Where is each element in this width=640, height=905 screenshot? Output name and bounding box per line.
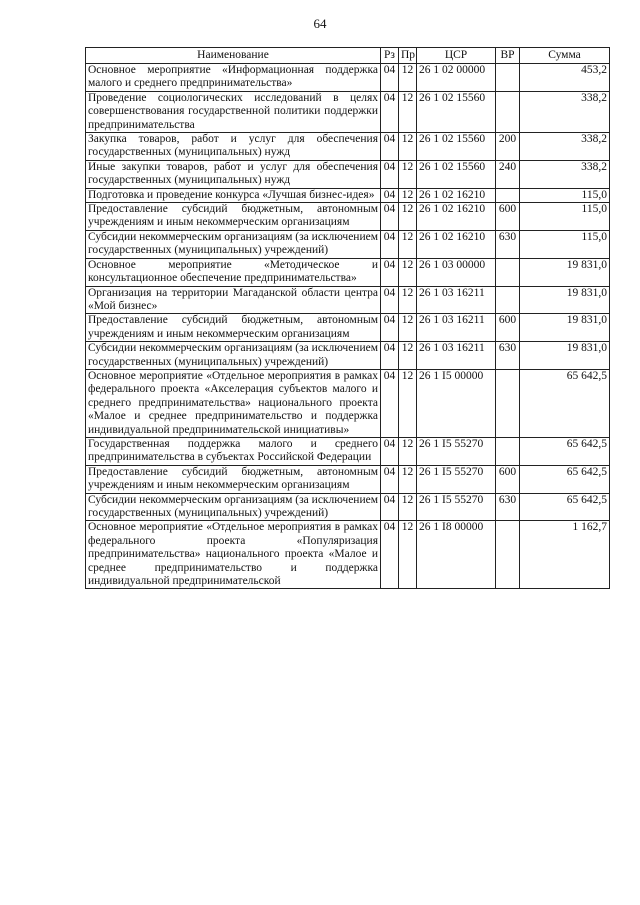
cell-name: Субсидии некоммерческим организациям (за исключением государственных (муниципальных) учреждений)	[86, 493, 381, 521]
cell-csr: 26 1 02 15560	[417, 133, 496, 161]
cell-csr: 26 1 I5 55270	[417, 493, 496, 521]
cell-pr: 12	[399, 91, 417, 132]
cell-rz: 04	[381, 188, 399, 202]
cell-pr: 12	[399, 342, 417, 370]
cell-pr: 12	[399, 230, 417, 258]
cell-csr: 26 1 03 16211	[417, 314, 496, 342]
cell-rz: 04	[381, 64, 399, 92]
cell-sum: 19 831,0	[520, 342, 610, 370]
cell-pr: 12	[399, 521, 417, 589]
cell-vr	[496, 286, 520, 314]
table-row	[86, 230, 610, 258]
cell-vr: 630	[496, 342, 520, 370]
cell-sum: 338,2	[520, 91, 610, 132]
cell-sum: 338,2	[520, 133, 610, 161]
cell-csr: 26 1 02 00000	[417, 64, 496, 92]
cell-sum: 115,0	[520, 230, 610, 258]
table-row	[86, 465, 610, 493]
cell-vr	[496, 188, 520, 202]
cell-name: Государственная поддержка малого и среднего предпринимательства в субъектах Российской Федерации	[86, 437, 381, 465]
cell-pr: 12	[399, 437, 417, 465]
cell-rz: 04	[381, 465, 399, 493]
cell-pr: 12	[399, 314, 417, 342]
cell-name: Проведение социологических исследований в целях совершенствования государственной политики поддержки предпринимательства	[86, 91, 381, 132]
cell-name: Предоставление субсидий бюджетным, автономным учреждениям и иным некоммерческим организациям	[86, 465, 381, 493]
cell-pr: 12	[399, 64, 417, 92]
cell-vr	[496, 437, 520, 465]
cell-name: Предоставление субсидий бюджетным, автономным учреждениям и иным некоммерческим организациям	[86, 203, 381, 231]
cell-csr: 26 1 03 16211	[417, 286, 496, 314]
cell-vr	[496, 258, 520, 286]
cell-rz: 04	[381, 230, 399, 258]
table-row	[86, 286, 610, 314]
cell-vr: 600	[496, 203, 520, 231]
cell-sum: 19 831,0	[520, 286, 610, 314]
cell-pr: 12	[399, 203, 417, 231]
cell-csr: 26 1 I5 55270	[417, 465, 496, 493]
cell-rz: 04	[381, 493, 399, 521]
header-pr: Пр	[399, 48, 417, 64]
table-row	[86, 160, 610, 188]
cell-rz: 04	[381, 286, 399, 314]
table-row	[86, 64, 610, 92]
cell-pr: 12	[399, 369, 417, 437]
table-row	[86, 258, 610, 286]
header-sum: Сумма	[520, 48, 610, 64]
table-row	[86, 493, 610, 521]
cell-name: Закупка товаров, работ и услуг для обеспечения государственных (муниципальных) нужд	[86, 133, 381, 161]
cell-vr: 240	[496, 160, 520, 188]
header-csr: ЦСР	[417, 48, 496, 64]
cell-csr: 26 1 02 16210	[417, 203, 496, 231]
cell-name: Основное мероприятие «Отдельное мероприятия в рамках федерального проекта «Акселерация субъектов малого и среднего предпринимательства» национального проекта «Малое и среднее предпринимательство и поддержка индивидуальной предпринимательской инициативы»	[86, 369, 381, 437]
table-row	[86, 133, 610, 161]
cell-vr: 600	[496, 465, 520, 493]
table-row	[86, 521, 610, 589]
cell-name: Субсидии некоммерческим организациям (за исключением государственных (муниципальных) учреждений)	[86, 342, 381, 370]
cell-pr: 12	[399, 465, 417, 493]
cell-pr: 12	[399, 258, 417, 286]
header-rz: Рз	[381, 48, 399, 64]
cell-rz: 04	[381, 342, 399, 370]
cell-csr: 26 1 I5 00000	[417, 369, 496, 437]
cell-csr: 26 1 I5 55270	[417, 437, 496, 465]
cell-rz: 04	[381, 91, 399, 132]
cell-name: Субсидии некоммерческим организациям (за исключением государственных (муниципальных) учреждений)	[86, 230, 381, 258]
cell-vr	[496, 91, 520, 132]
cell-vr	[496, 521, 520, 589]
cell-sum: 115,0	[520, 203, 610, 231]
table-row	[86, 188, 610, 202]
cell-csr: 26 1 03 00000	[417, 258, 496, 286]
table-row	[86, 314, 610, 342]
cell-name: Предоставление субсидий бюджетным, автономным учреждениям и иным некоммерческим организациям	[86, 314, 381, 342]
cell-pr: 12	[399, 286, 417, 314]
cell-sum: 19 831,0	[520, 258, 610, 286]
header-name: Наименование	[86, 48, 381, 64]
cell-sum: 19 831,0	[520, 314, 610, 342]
cell-sum: 65 642,5	[520, 465, 610, 493]
cell-pr: 12	[399, 133, 417, 161]
cell-vr: 630	[496, 230, 520, 258]
cell-csr: 26 1 02 15560	[417, 160, 496, 188]
cell-rz: 04	[381, 258, 399, 286]
cell-sum: 115,0	[520, 188, 610, 202]
cell-sum: 65 642,5	[520, 437, 610, 465]
table-row	[86, 203, 610, 231]
cell-rz: 04	[381, 521, 399, 589]
header-vr: ВР	[496, 48, 520, 64]
cell-csr: 26 1 03 16211	[417, 342, 496, 370]
cell-vr	[496, 369, 520, 437]
cell-rz: 04	[381, 133, 399, 161]
cell-name: Иные закупки товаров, работ и услуг для обеспечения государственных (муниципальных) нужд	[86, 160, 381, 188]
page-number: 64	[313, 16, 327, 31]
budget-table	[85, 47, 610, 589]
cell-sum: 1 162,7	[520, 521, 610, 589]
cell-rz: 04	[381, 369, 399, 437]
cell-name: Организация на территории Магаданской области центра «Мой бизнес»	[86, 286, 381, 314]
cell-vr: 630	[496, 493, 520, 521]
cell-csr: 26 1 02 15560	[417, 91, 496, 132]
cell-name: Основное мероприятие «Отдельное мероприятия в рамках федерального проекта «Популяризация предпринимательства» национального проекта «Малое и среднее предпринимательство и поддержка индивидуальной предпринимательской	[86, 521, 381, 589]
cell-sum: 338,2	[520, 160, 610, 188]
table-row	[86, 342, 610, 370]
cell-vr	[496, 64, 520, 92]
cell-rz: 04	[381, 160, 399, 188]
cell-name: Основное мероприятие «Методическое и консультационное обеспечение предпринимательства»	[86, 258, 381, 286]
table-row	[86, 369, 610, 437]
cell-vr: 600	[496, 314, 520, 342]
cell-rz: 04	[381, 203, 399, 231]
table-row	[86, 437, 610, 465]
cell-pr: 12	[399, 493, 417, 521]
cell-pr: 12	[399, 160, 417, 188]
cell-rz: 04	[381, 314, 399, 342]
cell-csr: 26 1 I8 00000	[417, 521, 496, 589]
cell-sum: 65 642,5	[520, 369, 610, 437]
cell-rz: 04	[381, 437, 399, 465]
table-row	[86, 91, 610, 132]
table-header-row	[86, 48, 610, 64]
cell-csr: 26 1 02 16210	[417, 188, 496, 202]
cell-vr: 200	[496, 133, 520, 161]
cell-sum: 65 642,5	[520, 493, 610, 521]
cell-sum: 453,2	[520, 64, 610, 92]
cell-name: Подготовка и проведение конкурса «Лучшая бизнес-идея»	[86, 188, 381, 202]
cell-pr: 12	[399, 188, 417, 202]
cell-csr: 26 1 02 16210	[417, 230, 496, 258]
cell-name: Основное мероприятие «Информационная поддержка малого и среднего предпринимательства»	[86, 64, 381, 92]
